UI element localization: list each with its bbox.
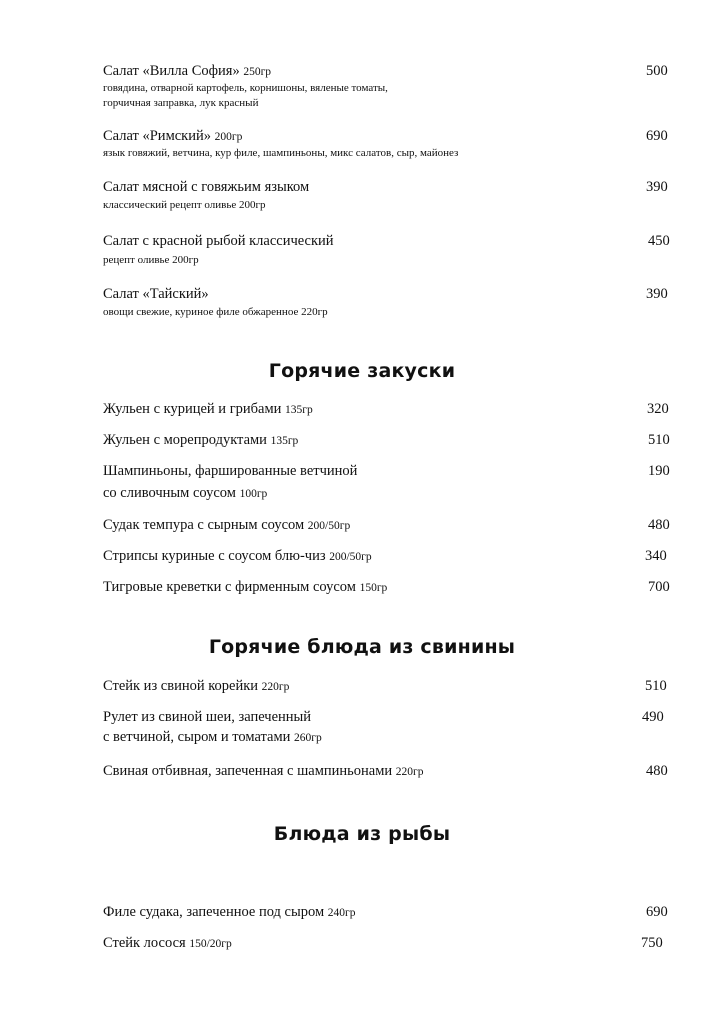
item-weight: 220гр xyxy=(395,766,424,778)
item-price: 510 xyxy=(648,432,670,448)
item-price: 390 xyxy=(646,286,668,302)
item-price: 480 xyxy=(646,763,668,779)
item-name: Филе судака, запеченное под сыром 240гр xyxy=(103,904,356,920)
menu-item xyxy=(103,516,683,535)
item-name: Стейк лосося 150/20гр xyxy=(103,935,232,951)
item-name: Салат «Тайский» xyxy=(103,286,209,302)
menu-item xyxy=(103,127,683,161)
item-name-continued: со сливочным соусом 100гр xyxy=(103,485,268,501)
menu-item xyxy=(103,708,683,747)
item-weight: 260гр xyxy=(294,732,322,744)
item-description: овощи свежие, куриное филе обжаренное 220гр xyxy=(103,306,328,318)
item-weight: 250гр xyxy=(243,66,272,78)
item-description: говядина, отварной картофель, корнишоны, вяленые томаты, xyxy=(103,82,388,94)
item-description: классический рецепт оливье 200гр xyxy=(103,199,266,211)
section-heading: Горячие закуски xyxy=(268,360,456,382)
menu-item xyxy=(103,400,683,419)
menu-item xyxy=(103,285,683,320)
item-name-continued: с ветчиной, сыром и томатами 260гр xyxy=(103,729,322,745)
menu-item xyxy=(103,232,683,268)
item-price: 700 xyxy=(648,579,670,595)
menu-item xyxy=(103,762,683,781)
item-description: язык говяжий, ветчина, кур филе, шампиньоны, микс салатов, сыр, майонез xyxy=(103,147,459,159)
item-name: Тигровые креветки с фирменным соусом 150гр xyxy=(103,579,388,595)
item-price: 690 xyxy=(646,904,668,920)
item-weight: 200/50гр xyxy=(307,520,351,532)
menu-item xyxy=(103,547,683,566)
item-price: 340 xyxy=(645,548,667,564)
menu-item xyxy=(103,462,683,503)
item-price: 190 xyxy=(648,463,670,479)
item-name: Стейк из свиной корейки 220гр xyxy=(103,678,290,694)
item-weight: 240гр xyxy=(327,907,356,919)
menu-item xyxy=(103,903,683,922)
item-name: Шампиньоны, фаршированные ветчиной xyxy=(103,463,358,479)
item-price: 390 xyxy=(646,179,668,195)
menu-item xyxy=(103,178,683,213)
section-heading: Блюда из рыбы xyxy=(273,823,451,845)
item-name: Жульен с морепродуктами 135гр xyxy=(103,432,299,448)
item-weight: 150гр xyxy=(359,582,388,594)
menu-item xyxy=(103,677,683,696)
item-name: Рулет из свиной шеи, запеченный xyxy=(103,709,312,725)
item-name: Салат мясной с говяжьим языком xyxy=(103,179,310,195)
item-name: Свиная отбивная, запеченная с шампиньонами 220гр xyxy=(103,763,424,779)
item-name: Стрипсы куриные с соусом блю-чиз 200/50гр xyxy=(103,548,372,564)
menu-item xyxy=(103,62,683,111)
item-price: 500 xyxy=(646,63,668,79)
item-name: Судак темпура с сырным соусом 200/50гр xyxy=(103,517,351,533)
item-price: 450 xyxy=(648,233,670,249)
menu-item xyxy=(103,934,683,953)
menu-item xyxy=(103,578,683,597)
item-price: 490 xyxy=(642,709,664,725)
item-name: Салат с красной рыбой классический xyxy=(103,233,334,249)
item-description: горчичная заправка, лук красный xyxy=(103,97,259,109)
item-price: 480 xyxy=(648,517,670,533)
item-name: Салат «Вилла София» 250гр xyxy=(103,63,272,79)
item-name: Салат «Римский» 200гр xyxy=(103,128,243,144)
item-name: Жульен с курицей и грибами 135гр xyxy=(103,401,313,417)
item-weight: 135гр xyxy=(270,435,299,447)
item-weight: 200гр xyxy=(214,131,243,143)
item-weight: 220гр xyxy=(261,681,290,693)
item-price: 750 xyxy=(641,935,663,951)
item-description: рецепт оливье 200гр xyxy=(103,254,199,266)
section-heading: Горячие блюда из свинины xyxy=(208,636,516,658)
item-weight: 200/50гр xyxy=(329,551,372,563)
item-weight: 135гр xyxy=(285,404,313,416)
item-price: 690 xyxy=(646,128,668,144)
item-weight: 100гр xyxy=(239,488,268,500)
item-weight: 150/20гр xyxy=(189,938,232,950)
menu-item xyxy=(103,431,683,450)
item-price: 320 xyxy=(647,401,669,417)
item-price: 510 xyxy=(645,678,667,694)
